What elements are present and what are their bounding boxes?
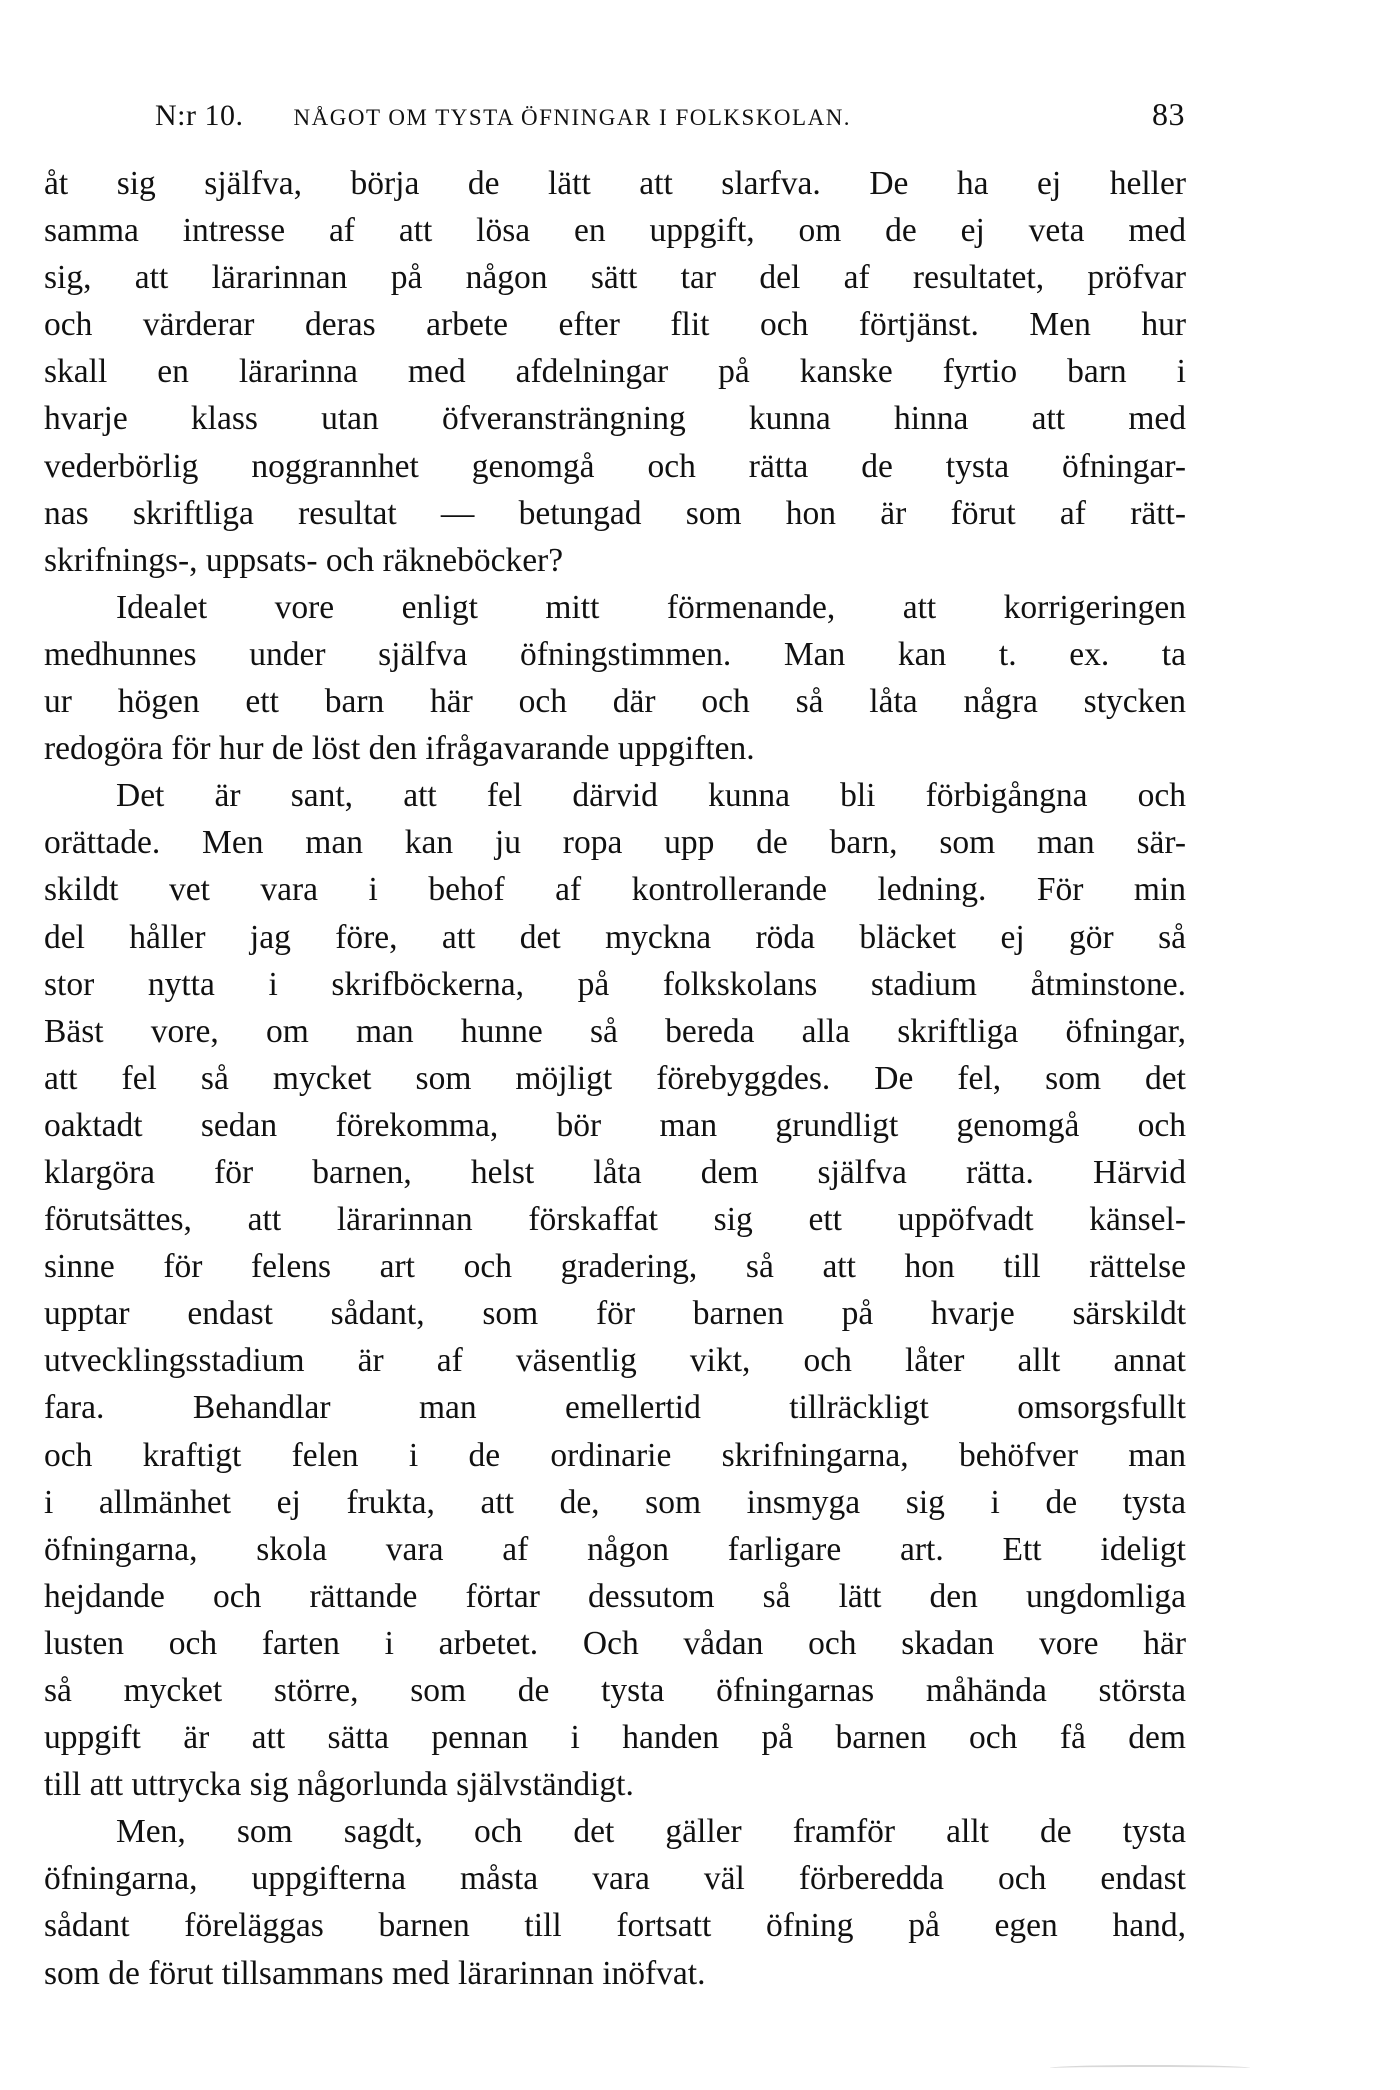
page-bottom-smudge (1050, 2065, 1250, 2071)
text-line: så mycket större, som de tysta öfningarnas måhända största (44, 1672, 1186, 1709)
text-line: del håller jag före, att det myckna röda bläcket ej gör så (44, 918, 1186, 956)
text-line: fara. Behandlar man emellertid tillräckligt omsorgsfullt (44, 1389, 1186, 1427)
text-line: skildt vet vara i behof af kontrollerande ledning. För min (44, 871, 1186, 909)
text-line: vederbörlig noggrannhet genomgå och rätta de tysta öfningar- (44, 447, 1186, 485)
text-line: Bäst vore, om man hunne så bereda alla skriftliga öfningar, (44, 1012, 1186, 1050)
text-line: redogöra för hur de löst den ifrågavarande uppgiften. (44, 730, 755, 768)
paragraph-start-line: Idealet vore enligt mitt förmenande, att korrigeringen (116, 588, 1186, 626)
text-line: att fel så mycket som möjligt förebyggdes. De fel, som det (44, 1059, 1186, 1097)
text-line: sådant föreläggas barnen till fortsatt öfning på egen hand, (44, 1907, 1186, 1945)
text-line: som de förut tillsammans med lärarinnan inöfvat. (44, 1954, 706, 1992)
text-line: hvarje klass utan öfveransträngning kunna hinna att med (44, 400, 1186, 438)
text-line: lusten och farten i arbetet. Och vådan och skadan vore här (44, 1624, 1186, 1662)
paragraph-start-line: Men, som sagdt, och det gäller framför allt de tysta (116, 1813, 1186, 1851)
text-line: ur högen ett barn här och där och så låta några stycken (44, 683, 1186, 721)
text-line: i allmänhet ej frukta, att de, som insmyga sig i de tysta (44, 1483, 1186, 1521)
text-line: skall en lärarinna med afdelningar på kanske fyrtio barn i (44, 353, 1186, 391)
text-line: åt sig själfva, börja de lätt att slarfva. De ha ej heller (44, 165, 1186, 202)
paragraph-start-line: Det är sant, att fel därvid kunna bli förbigångna och (116, 777, 1186, 815)
text-line: klargöra för barnen, helst låta dem själfva rätta. Härvid (44, 1153, 1186, 1191)
page-number: 83 (1152, 96, 1185, 132)
text-line: utvecklingsstadium är af väsentlig vikt, och låter allt annat (44, 1342, 1186, 1380)
issue-number: N:r 10. (155, 99, 244, 132)
text-line: medhunnes under själfva öfningstimmen. Man kan t. ex. ta (44, 635, 1186, 673)
text-line: sinne för felens art och gradering, så att hon till rättelse (44, 1248, 1186, 1286)
text-line: samma intresse af att lösa en uppgift, om de ej veta med (44, 212, 1186, 250)
body-text (44, 160, 1186, 1997)
text-line: hejdande och rättande förtar dessutom så lätt den ungdomliga (44, 1577, 1186, 1615)
text-line: oaktadt sedan förekomma, bör man grundligt genomgå och (44, 1106, 1186, 1144)
text-line: förutsättes, att lärarinnan förskaffat sig ett uppöfvadt känsel- (44, 1201, 1186, 1239)
text-line: nas skriftliga resultat — betungad som hon är förut af rätt- (44, 494, 1186, 532)
text-line: och värderar deras arbete efter flit och förtjänst. Men hur (44, 306, 1186, 344)
text-line: stor nytta i skrifböckerna, på folkskolans stadium åtminstone. (44, 965, 1186, 1003)
text-line: och kraftigt felen i de ordinarie skrifningarna, behöfver man (44, 1436, 1186, 1474)
text-line: skrifnings-, uppsats- och räkneböcker? (44, 541, 564, 579)
text-line: uppgift är att sätta pennan i handen på barnen och få dem (44, 1719, 1186, 1757)
text-line: orättade. Men man kan ju ropa upp de barn, som man sär- (44, 824, 1186, 862)
text-line: öfningarna, uppgifterna måsta vara väl förberedda och endast (44, 1860, 1186, 1898)
text-line: upptar endast sådant, som för barnen på hvarje särskildt (44, 1295, 1186, 1333)
text-line: till att uttrycka sig någorlunda självständigt. (44, 1766, 634, 1804)
text-line: sig, att lärarinnan på någon sätt tar del af resultatet, pröfvar (44, 259, 1186, 297)
text-line: öfningarna, skola vara af någon farligare art. Ett ideligt (44, 1530, 1186, 1568)
running-title: NÅGOT OM TYSTA ÖFNINGAR I FOLKSKOLAN. (293, 105, 852, 130)
running-head (155, 96, 1185, 136)
